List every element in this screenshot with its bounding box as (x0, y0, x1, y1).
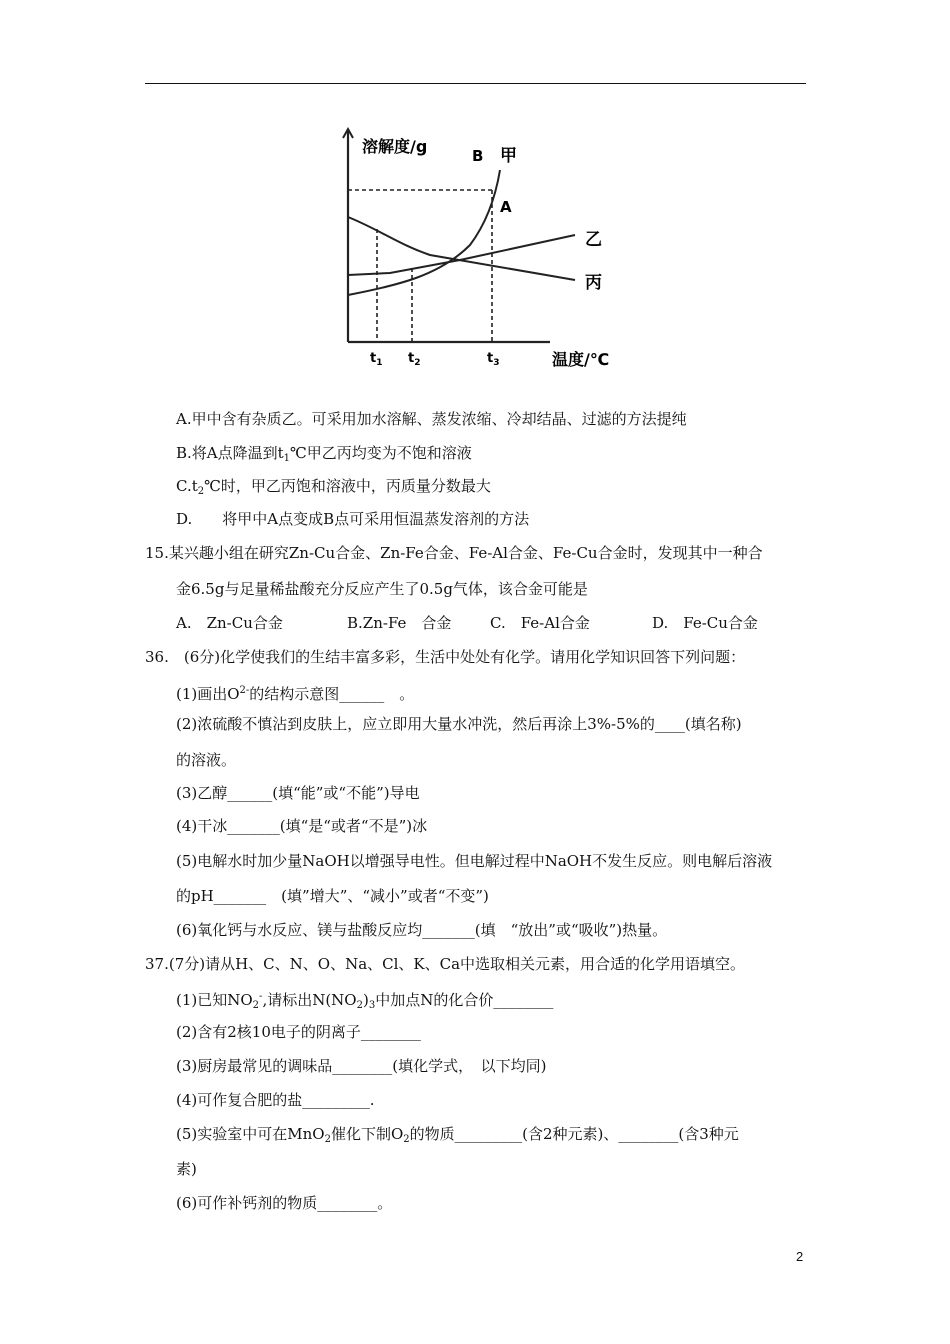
curve-label-yi: 乙 (585, 230, 602, 250)
q37-part1: (1)已知$NO_2^-$,请标出$N(NO_2)_3$中加点N的化合价________ (176, 991, 554, 1011)
curve-jia (348, 170, 500, 295)
q36-part6: (6)氧化钙与水反应、镁与盐酸反应均_______(填 “放出”或“吸收”)热量。 (176, 921, 668, 939)
q14-option-d: D. 将甲中A点变成B点可采用恒温蒸发溶剂的方法 (176, 510, 530, 528)
q37-part3: (3)厨房最常见的调味品________(填化学式， 以下均同) (176, 1057, 547, 1075)
q37-part6: (6)可作补钙剂的物质________。 (176, 1194, 393, 1212)
q14-option-a: A.甲中含有杂质乙。可采用加水溶解、蒸发浓缩、冷却结晶、过滤的方法提纯 (176, 410, 687, 428)
q36-part5: (5)电解水时加少量NaOH以增强导电性。但电解过程中NaOH不发生反应。则电解后溶液 (176, 852, 773, 870)
tick-label-t2: $t_2$ (408, 351, 421, 368)
q37-part2: (2)含有2核10电子的阴离子________ (176, 1023, 421, 1041)
q36-stem: 36. (6分)化学使我们的生结丰富多彩，生活中处处有化学。请用化学知识回答下列问题： (145, 648, 746, 666)
tick-label-t1: $t_1$ (370, 351, 383, 368)
q15-option-c: C. Fe-Al合金 (490, 614, 590, 632)
q37-part4: (4)可作复合肥的盐_________. (176, 1091, 375, 1109)
y-axis-label: 溶解度/g (362, 137, 428, 156)
point-label-a: A (500, 198, 512, 216)
curve-label-bing: 丙 (585, 273, 602, 293)
q36-part2: (2)浓硫酸不慎沾到皮肤上，应立即用大量水冲洗，然后再涂上3%-5%的____(填名称) (176, 715, 742, 733)
q37-stem: 37.(7分)请从H、C、N、O、Na、Cl、K、Ca中选取相关元素，用合适的化学用语填空。 (145, 955, 746, 973)
q36-part1: (1)画出$O^{2-}$的结构示意图______ 。 (176, 685, 415, 703)
q36-part2-cont: 的溶液。 (176, 751, 237, 769)
q14-option-b: B.将A点降温到$t_1℃$甲乙丙均变为不饱和溶液 (176, 444, 472, 464)
q37-part5: (5)实验室中可在MnO$_2$催化下制$O_2$的物质_________(含2种元素)、________(含3种元 (176, 1125, 739, 1145)
q15-option-d: D. Fe-Cu合金 (652, 614, 758, 632)
header-rule (145, 83, 806, 84)
q14-option-c: $C.t_2℃$时，甲乙丙饱和溶液中，丙质量分数最大 (176, 477, 491, 497)
tick-label-t3: $t_3$ (487, 351, 500, 368)
q15-option-a: A. Zn-Cu合金 (176, 614, 283, 632)
point-label-b: B (472, 147, 484, 165)
q36-part3: (3)乙醇______(填“能”或“不能”)导电 (176, 784, 420, 802)
q15-option-b: B.Zn-Fe 合金 (347, 614, 452, 632)
solubility-curve-figure (320, 125, 640, 375)
q36-part4: (4)干冰_______(填“是“或者“不是”)冰 (176, 817, 428, 835)
curve-bing (348, 217, 575, 280)
curve-yi (348, 235, 575, 275)
q36-part5-cont: 的pH_______ (填”增大”、“减小”或者“不变”) (176, 887, 489, 905)
curve-label-jia: 甲 (500, 146, 517, 166)
q37-part5-cont: 素) (176, 1160, 197, 1178)
q15-stem-line1: 15.某兴趣小组在研究Zn-Cu合金、Zn-Fe合金、Fe-Al合金、Fe-Cu合金时，发现其中一种合 (145, 544, 763, 562)
x-axis-label: 温度/℃ (552, 350, 610, 369)
q15-stem-line2: 金6.5g与足量稀盐酸充分反应产生了0.5g气体，该合金可能是 (176, 580, 588, 598)
page-number: 2 (796, 1249, 804, 1264)
